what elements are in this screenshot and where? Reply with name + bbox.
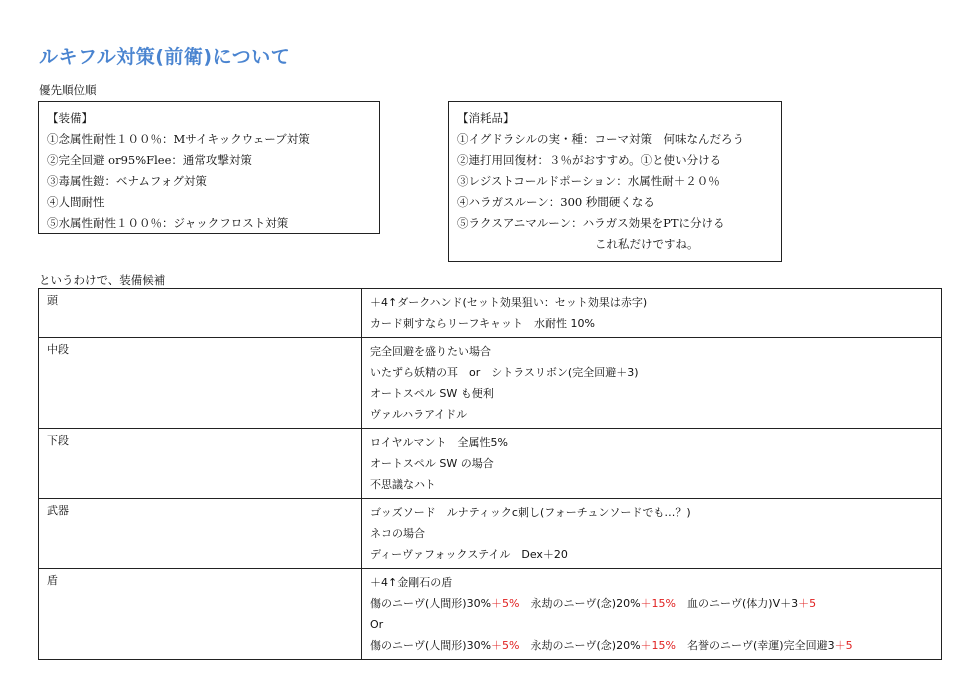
equipment-line-2: ②完全回避 or95%Flee：通常攻撃対策	[47, 153, 252, 167]
consumables-line-4: ④ハラガスルーン：300 秒間硬くなる	[457, 195, 655, 209]
list-item: オートスペル SW の場合	[370, 457, 494, 470]
list-item: Or	[370, 618, 384, 631]
consumables-line-3: ③レジストコールドポーション：水属性耐＋２０％	[457, 174, 720, 188]
list-item: ネコの場合	[370, 527, 425, 540]
consumables-line-5: ⑤ラクスアニマルーン：ハラガス効果をPTに分ける	[457, 216, 725, 230]
slot-weapon: 武器	[39, 499, 362, 569]
table-row	[39, 289, 942, 338]
equipment-line-3: ③毒属性鎧：ベナムフォグ対策	[47, 174, 207, 188]
slot-head: 頭	[39, 289, 362, 338]
slot-middle: 中段	[39, 338, 362, 429]
list-item: カード刺すならリーフキャット 水耐性 10%	[370, 317, 595, 330]
equipment-heading: 【装備】	[47, 111, 93, 125]
list-item: いたずら妖精の耳 or シトラスリボン(完全回避＋3)	[370, 366, 639, 379]
consumables-line-1: ①イグドラシルの実・種：コーマ対策 何味なんだろう	[457, 132, 744, 146]
equipment-line-4: ④人間耐性	[47, 195, 105, 209]
equipment-line-5: ⑤水属性耐性１００％：ジャックフロスト対策	[47, 216, 289, 230]
list-item: ゴッズソード ルナティックc刺し(フォーチュンソードでも…？)	[370, 506, 691, 519]
slot-lower: 下段	[39, 429, 362, 499]
table-row	[39, 429, 942, 499]
consumables-heading: 【消耗品】	[457, 111, 515, 125]
list-item: ディーヴァフォックステイル Dex＋20	[370, 548, 568, 561]
consumables-box	[448, 101, 782, 262]
equipment-line-1: ①念属性耐性１００％：Mサイキックウェーブ対策	[47, 132, 310, 146]
page-title: ルキフル対策(前衛)について	[39, 46, 291, 68]
list-item: ロイヤルマント 全属性5%	[370, 436, 509, 449]
table-row	[39, 499, 942, 569]
candidates-label: というわけで、装備候補	[39, 273, 166, 287]
priority-label: 優先順位順	[39, 83, 97, 97]
consumables-line-6: これ私だけですね。	[595, 237, 699, 251]
shield-enchant-line-2: 傷のニーヴ(人間形)30%＋5% 永劫のニーヴ(念)20%＋15% 名誉のニーヴ(幸運)完全回避3＋5	[370, 639, 853, 652]
list-item: ヴァルハラアイドル	[370, 408, 468, 421]
list-item: ＋4↑金剛石の盾	[370, 576, 453, 589]
shield-enchant-line-1: 傷のニーヴ(人間形)30%＋5% 永劫のニーヴ(念)20%＋15% 血のニーヴ(体力)V＋3＋5	[370, 597, 817, 610]
list-item: ＋4↑ダークハンド(セット効果狙い：セット効果は赤字)	[370, 296, 648, 309]
consumables-line-2: ②連打用回復材：３％がおすすめ。①と使い分ける	[457, 153, 722, 167]
table-row	[39, 569, 942, 660]
table-row	[39, 338, 942, 429]
equipment-table	[38, 288, 942, 660]
list-item: 完全回避を盛りたい場合	[370, 345, 491, 358]
list-item: オートスペル SW も便利	[370, 387, 494, 400]
slot-shield: 盾	[39, 569, 362, 660]
equipment-box	[38, 101, 380, 234]
list-item: 不思議なハト	[370, 478, 436, 491]
